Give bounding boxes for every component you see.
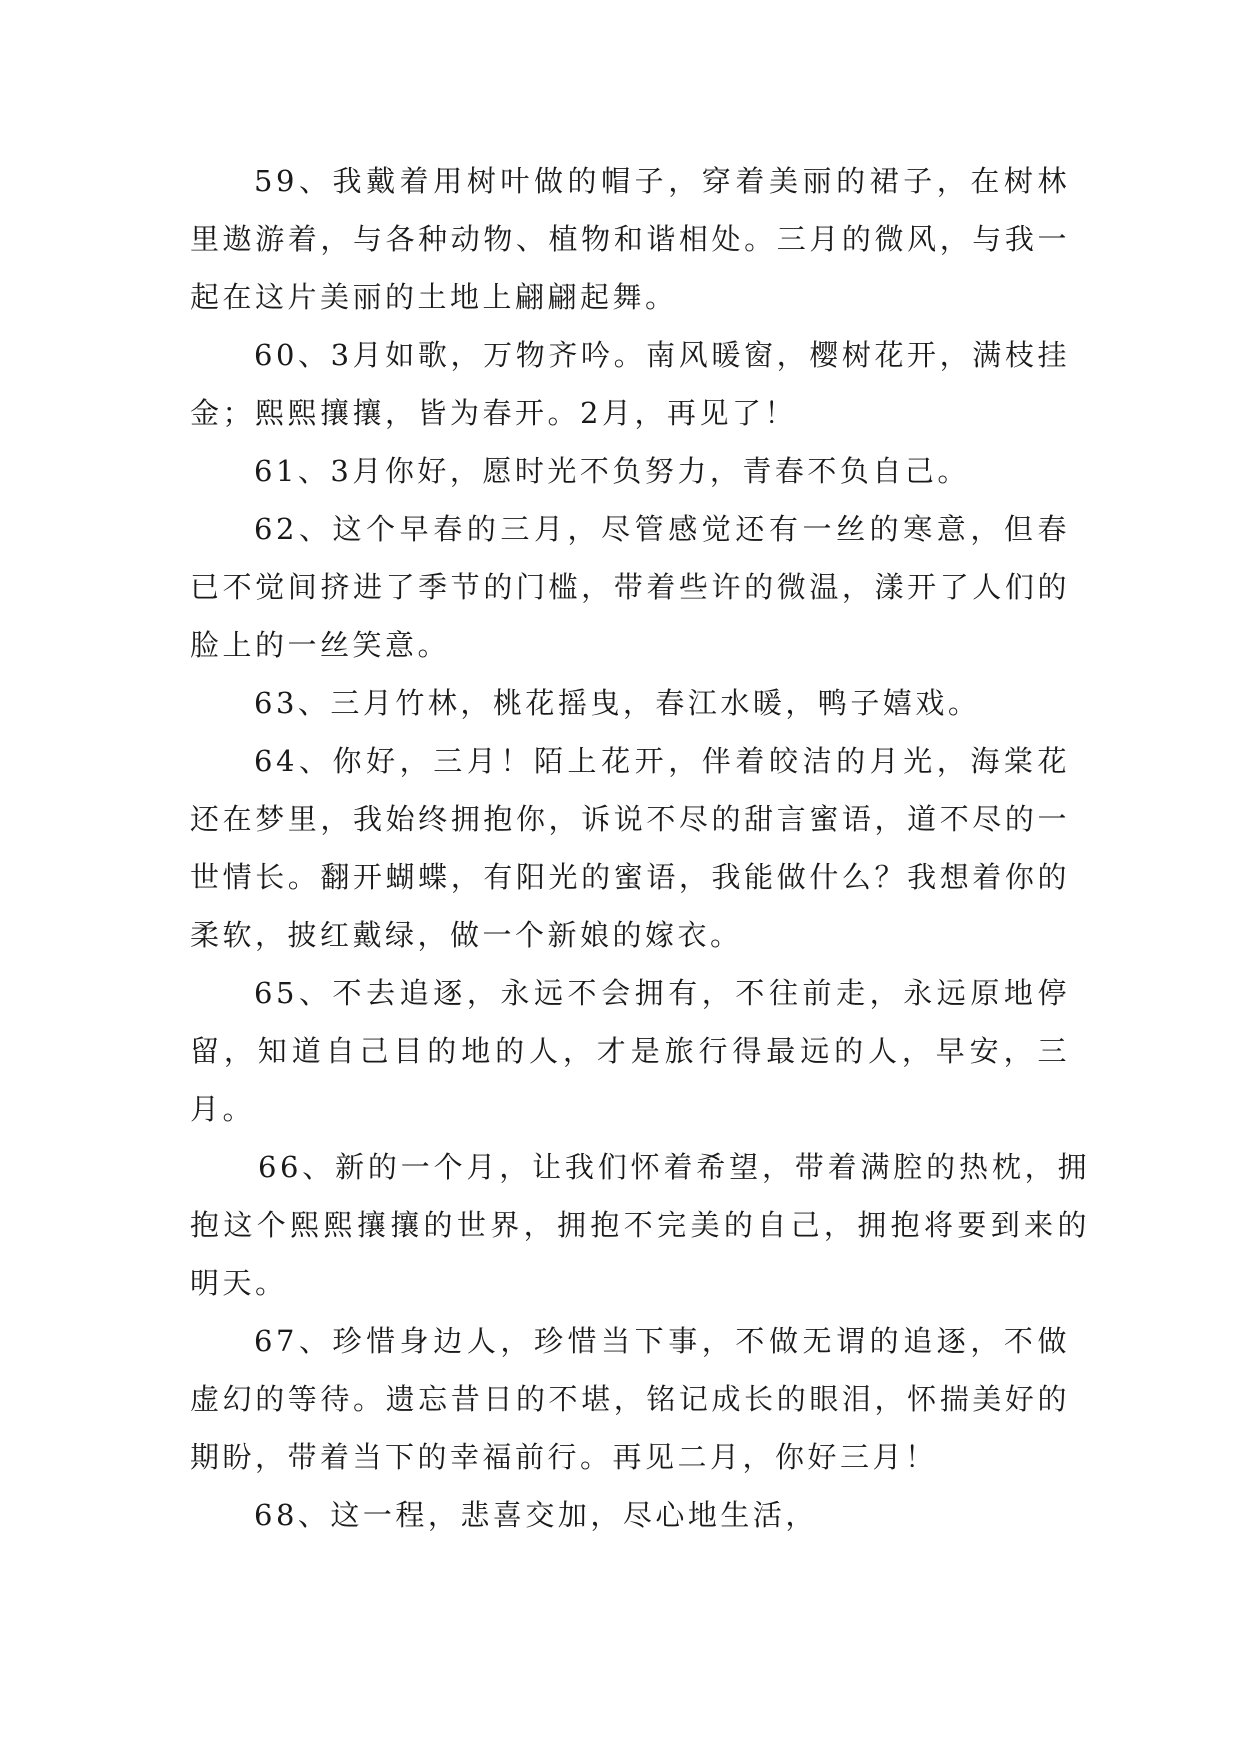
document-body [190,152,1090,1544]
paragraph-62: 62、这个早春的三月，尽管感觉还有一丝的寒意，但春已不觉间挤进了季节的门槛，带着些许的微温，漾开了人们的脸上的一丝笑意。 [190,512,1070,662]
paragraph-59: 59、我戴着用树叶做的帽子，穿着美丽的裙子，在树林里遨游着，与各种动物、植物和谐相处。三月的微风，与我一起在这片美丽的土地上翩翩起舞。 [190,164,1070,314]
paragraph-61: 61、3月你好，愿时光不负努力，青春不负自己。 [254,454,970,488]
paragraph-65: 65、不去追逐，永远不会拥有，不往前走，永远原地停留，知道自己目的地的人，才是旅行得最远的人，早安，三月。 [190,976,1070,1126]
paragraph-66: 66、新的一个月，让我们怀着希望，带着满腔的热枕，拥抱这个熙熙攘攘的世界，拥抱不完美的自己，拥抱将要到来的明天。 [190,1150,1090,1300]
paragraph-67: 67、珍惜身边人，珍惜当下事，不做无谓的追逐，不做虚幻的等待。遗忘昔日的不堪，铭记成长的眼泪，怀揣美好的期盼，带着当下的幸福前行。再见二月，你好三月！ [190,1324,1070,1474]
paragraph-68: 68、这一程，悲喜交加，尽心地生活， [254,1498,818,1532]
paragraph-64: 64、你好，三月！陌上花开，伴着皎洁的月光，海棠花还在梦里，我始终拥抱你，诉说不尽的甜言蜜语，道不尽的一世情长。翻开蝴蝶，有阳光的蜜语，我能做什么？我想着你的柔软，披红戴绿，做一个新娘的嫁衣。 [190,744,1070,952]
paragraph-63: 63、三月竹林，桃花摇曳，春江水暖，鸭子嬉戏。 [254,686,981,720]
paragraph-60: 60、3月如歌，万物齐吟。南风暖窗，樱树花开，满枝挂金；熙熙攘攘，皆为春开。2月，再见了！ [190,338,1070,430]
